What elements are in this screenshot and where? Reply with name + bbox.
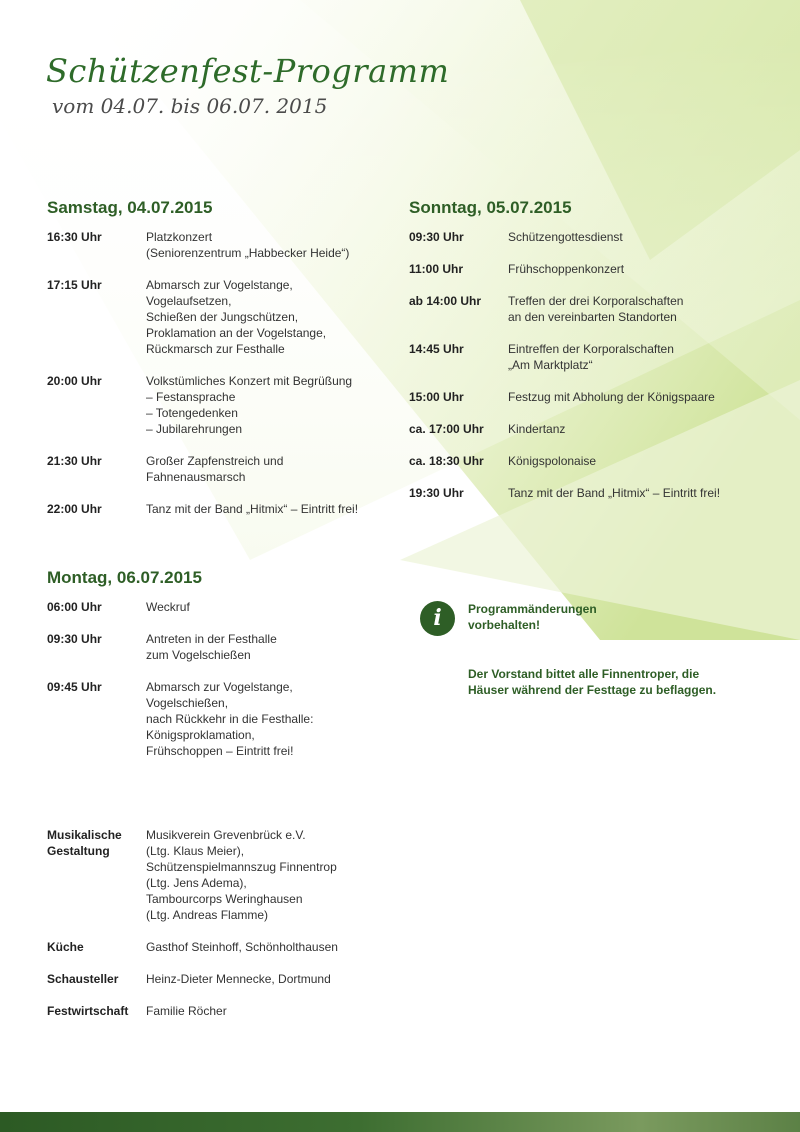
day-heading-saturday: Samstag, 04.07.2015 — [47, 198, 213, 217]
event-description: (Seniorenzentrum „Habbecker Heide“) — [146, 246, 350, 260]
event-description: Tanz mit der Band „Hitmix“ – Eintritt frei! — [508, 486, 721, 500]
request-line: Häuser während der Festtage zu beflaggen. — [468, 683, 717, 697]
credit-value: (Ltg. Klaus Meier), — [146, 844, 245, 858]
credit-label — [47, 827, 122, 859]
event-description: Königsproklamation, — [146, 728, 255, 742]
event-description: Königspolonaise — [508, 454, 597, 468]
event-row — [409, 485, 769, 501]
credit-row — [47, 971, 407, 987]
event-description: Vogelschießen, — [146, 696, 229, 710]
page-subtitle: vom 04.07. bis 06.07. 2015 — [52, 94, 328, 118]
event-description: Volkstümliches Konzert mit Begrüßung — [146, 374, 353, 388]
event-time: 22:00 Uhr — [47, 502, 102, 516]
flag-request-notice — [468, 666, 716, 698]
event-description: Rückmarsch zur Festhalle — [146, 342, 285, 356]
credit-value: Gasthof Steinhoff, Schönholthausen — [146, 940, 338, 954]
event-row — [47, 277, 387, 357]
credit-value: Heinz-Dieter Mennecke, Dortmund — [146, 972, 331, 986]
event-time: ab 14:00 Uhr — [409, 294, 482, 308]
event-time: 11:00 Uhr — [409, 262, 464, 276]
event-time: 15:00 Uhr — [409, 390, 464, 404]
credit-value: (Ltg. Jens Adema), — [146, 876, 247, 890]
credit-value: Schützenspielmannszug Finnentrop — [146, 860, 337, 874]
day-heading-monday: Montag, 06.07.2015 — [47, 568, 202, 587]
event-time: 16:30 Uhr — [47, 230, 102, 244]
event-description: zum Vogelschießen — [146, 648, 251, 662]
credit-row — [47, 939, 407, 955]
event-description: Treffen der drei Korporalschaften — [508, 294, 684, 308]
event-row — [47, 501, 387, 517]
credit-row — [47, 827, 407, 923]
event-description: Schützengottesdienst — [508, 230, 623, 244]
event-time: 20:00 Uhr — [47, 374, 102, 388]
credit-value: Tambourcorps Weringhausen — [146, 892, 303, 906]
event-description: Großer Zapfenstreich und — [146, 454, 284, 468]
event-time: 14:45 Uhr — [409, 342, 464, 356]
credit-value: (Ltg. Andreas Flamme) — [146, 908, 269, 922]
credit-label: Schausteller — [47, 972, 119, 986]
saturday-schedule — [47, 200, 387, 517]
info-icon: i — [420, 601, 455, 636]
event-description: Eintreffen der Korporalschaften — [508, 342, 674, 356]
event-description: Abmarsch zur Vogelstange, — [146, 278, 293, 292]
credit-value: Musikverein Grevenbrück e.V. — [146, 828, 306, 842]
event-row — [409, 293, 769, 325]
event-time: 09:30 Uhr — [47, 632, 102, 646]
event-description: Frühschoppenkonzert — [508, 262, 625, 276]
credit-label-line: Musikalische — [47, 828, 122, 842]
event-description: Platzkonzert — [146, 230, 213, 244]
event-row — [409, 341, 769, 373]
notice-line: Programmänderungen — [468, 602, 597, 616]
event-row — [409, 453, 769, 469]
event-description: Tanz mit der Band „Hitmix“ – Eintritt frei! — [146, 502, 359, 516]
request-line: Der Vorstand bittet alle Finnentroper, die — [468, 667, 700, 681]
event-time: 19:30 Uhr — [409, 486, 464, 500]
event-description: Abmarsch zur Vogelstange, — [146, 680, 293, 694]
notice-line: vorbehalten! — [468, 618, 541, 632]
event-description: – Jubilarehrungen — [146, 422, 243, 436]
event-row — [47, 229, 387, 261]
event-row — [47, 373, 387, 437]
event-description: Antreten in der Festhalle — [146, 632, 277, 646]
footer-bar — [0, 1112, 800, 1132]
event-description: an den vereinbarten Standorten — [508, 310, 677, 324]
event-row — [47, 453, 387, 485]
event-time: 09:45 Uhr — [47, 680, 102, 694]
event-row — [409, 229, 769, 245]
event-row — [47, 679, 387, 759]
event-description: Festzug mit Abholung der Königspaare — [508, 390, 715, 404]
sunday-schedule — [409, 200, 769, 501]
page-title: Schützenfest-Programm — [46, 52, 450, 90]
event-description: Vogelaufsetzen, — [146, 294, 232, 308]
event-description: Schießen der Jungschützen, — [146, 310, 299, 324]
event-description: Frühschoppen – Eintritt frei! — [146, 744, 294, 758]
credit-row — [47, 1003, 407, 1019]
credit-label-line: Gestaltung — [47, 844, 110, 858]
event-row — [47, 599, 387, 615]
monday-schedule — [47, 570, 387, 759]
event-description: nach Rückkehr in die Festhalle: — [146, 712, 314, 726]
event-description: Proklamation an der Vogelstange, — [146, 326, 327, 340]
event-row — [409, 261, 769, 277]
event-description: „Am Marktplatz“ — [508, 358, 593, 372]
credit-label: Küche — [47, 940, 84, 954]
event-row — [409, 389, 769, 405]
event-time: 06:00 Uhr — [47, 600, 102, 614]
event-description: – Festansprache — [146, 390, 236, 404]
event-time: ca. 18:30 Uhr — [409, 454, 484, 468]
event-time: 09:30 Uhr — [409, 230, 464, 244]
day-heading-sunday: Sonntag, 05.07.2015 — [409, 198, 572, 217]
event-description: Weckruf — [146, 600, 190, 614]
program-change-notice — [468, 601, 597, 633]
credit-label: Festwirtschaft — [47, 1004, 129, 1018]
credit-value: Familie Röcher — [146, 1004, 227, 1018]
event-time: 21:30 Uhr — [47, 454, 102, 468]
event-description: Kindertanz — [508, 422, 566, 436]
event-time: ca. 17:00 Uhr — [409, 422, 484, 436]
event-description: Fahnenausmarsch — [146, 470, 246, 484]
event-row — [47, 631, 387, 663]
event-row — [409, 421, 769, 437]
credits-section — [47, 827, 407, 1019]
event-time: 17:15 Uhr — [47, 278, 102, 292]
event-description: – Totengedenken — [146, 406, 238, 420]
